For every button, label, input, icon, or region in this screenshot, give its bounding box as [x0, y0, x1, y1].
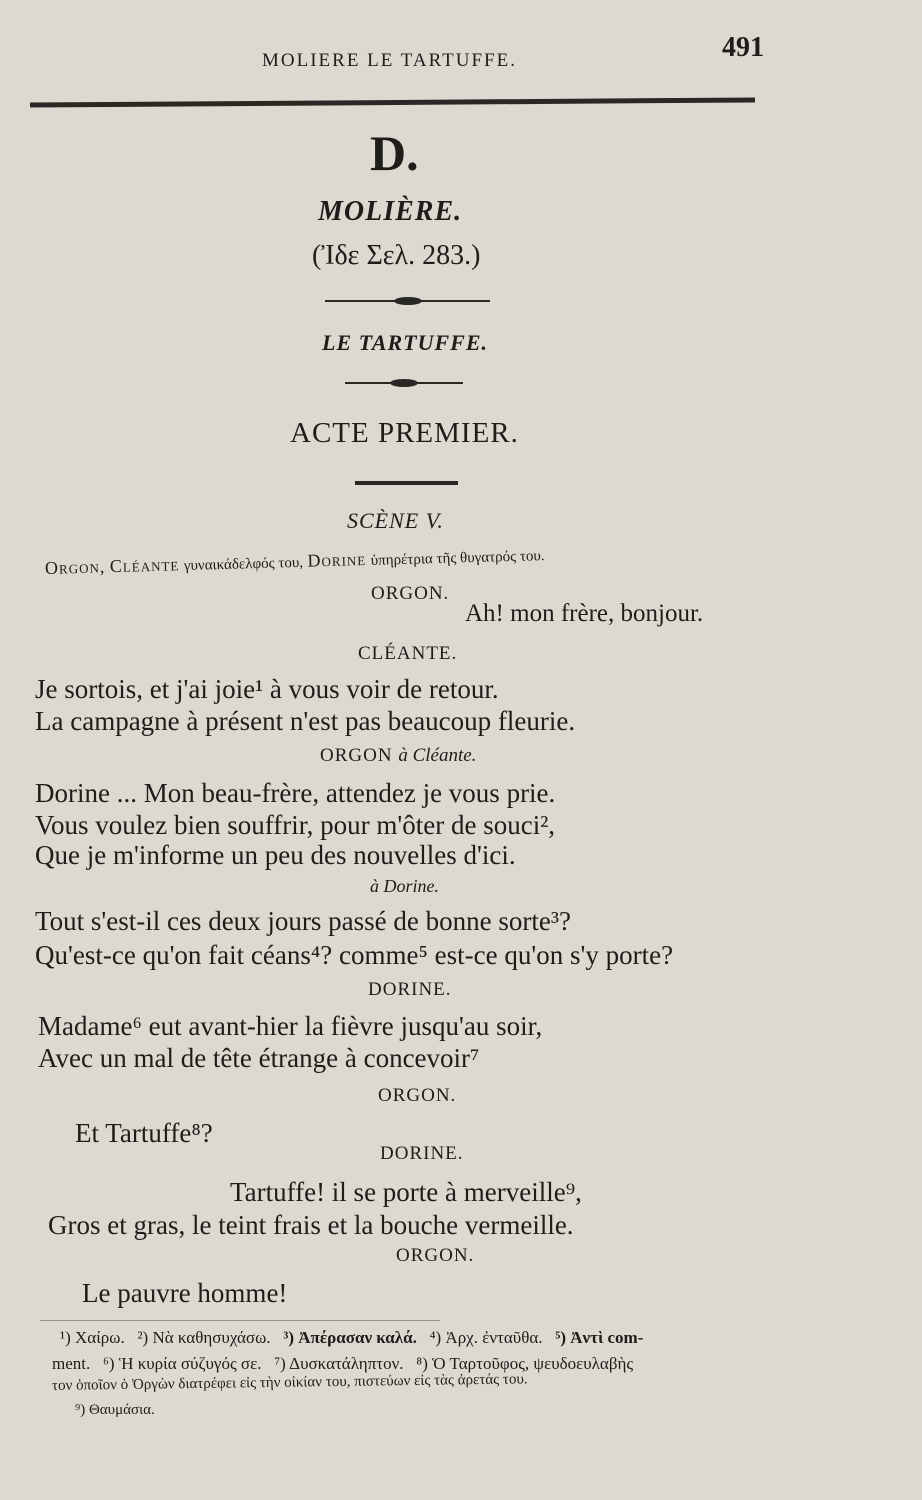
speaker-name: ORGON. [378, 1085, 457, 1106]
page-number: 491 [722, 32, 764, 63]
verse-line: Je sortois, et j'ai joie¹ à vous voir de retour. [35, 674, 499, 704]
footnote-item: ⁶) Ἡ κυρία σύζυγός σε. [103, 1354, 262, 1373]
footnote [52, 1354, 633, 1374]
author-name: MOLIÈRE. [318, 196, 463, 227]
section-letter: D. [370, 125, 419, 181]
footnote: τον ὁποῖον ὁ Ὀργὼν διατρέφει εἰς τὴν οἰκίαν του, πιστεύων εἰς τὰς ἀρετάς του. [51, 1371, 528, 1394]
verse-line: Tartuffe! il se porte à merveille⁹, [230, 1177, 582, 1207]
verse-line: Et Tartuffe⁸? [75, 1118, 213, 1148]
speaker-name: DORINE. [368, 979, 452, 1000]
cast-orgon: Orgon, [44, 556, 106, 578]
footnote-item: ⁴) Ἀρχ. ἐνταῦθα. [429, 1328, 543, 1347]
cast-dorine: Dorine [307, 549, 367, 571]
footnote-rule [40, 1320, 440, 1321]
cast-dorine-gloss: ὑπηρέτρια τῆς θυγατρός του. [370, 548, 545, 569]
verse-line: Madame⁶ eut avant-hier la fièvre jusqu'au soir, [38, 1011, 543, 1041]
speaker-name: CLÉANTE. [358, 643, 458, 664]
verse-line: Vous voulez bien souffrir, pour m'ôter de souci², [35, 810, 556, 840]
ornament-divider [345, 382, 463, 384]
footnote-item: ment. [52, 1354, 91, 1373]
verse-line: Avec un mal de tête étrange à concevoir⁷ [38, 1043, 480, 1073]
act-rule [355, 481, 458, 485]
footnote-item: ¹) Χαίρω. [60, 1328, 125, 1347]
footnote: ⁹) Θαυμάσια. [75, 1402, 155, 1418]
cast-cleante: Cléante [109, 554, 180, 577]
verse-line: Gros et gras, le teint frais et la bouche vermeille. [48, 1210, 574, 1240]
header-rule [30, 97, 755, 107]
verse-line: Ah! mon frère, bonjour. [465, 600, 704, 627]
page-reference: (Ἰδε Σελ. 283.) [312, 240, 481, 271]
footnote-item: ⁸) Ὁ Ταρτοῦφος, ψευδοευλαβὴς [416, 1354, 634, 1373]
verse-line: Que je m'informe un peu des nouvelles d'ici. [35, 840, 516, 870]
speaker-label: ORGON [320, 745, 393, 766]
speaker-name: ORGON. [396, 1245, 475, 1266]
cast-cleante-gloss: γυναικάδελφός του, [183, 554, 304, 575]
stage-direction: à Dorine. [370, 876, 439, 896]
verse-line: Qu'est-ce qu'on fait céans⁴? comme⁵ est-ce qu'on s'y porte? [35, 940, 674, 970]
act-heading: ACTE PREMIER. [290, 417, 519, 449]
cast-list [45, 544, 545, 579]
speaker-name [320, 745, 476, 767]
speaker-name: ORGON. [371, 583, 450, 604]
verse-line: La campagne à présent n'est pas beaucoup fleurie. [35, 706, 576, 736]
play-title: LE TARTUFFE. [322, 330, 489, 355]
scene-heading: SCÈNE V. [347, 508, 444, 533]
running-title: MOLIERE LE TARTUFFE. [262, 50, 517, 71]
footnote-item: ⁵) Ἀντὶ com- [555, 1328, 644, 1347]
footnote [60, 1328, 830, 1348]
verse-line: Le pauvre homme! [82, 1278, 288, 1308]
stage-direction: à Cléante. [398, 745, 477, 766]
verse-line: Tout s'est-il ces deux jours passé de bonne sorte³? [35, 906, 571, 936]
speaker-name: DORINE. [380, 1143, 464, 1164]
footnote-item: ³) Ἀπέρασαν καλά. [283, 1328, 417, 1347]
ornament-divider [325, 300, 490, 302]
footnote-item: ⁷) Δυσκατάληπτον. [274, 1354, 404, 1373]
verse-line: Dorine ... Mon beau-frère, attendez je vous prie. [35, 778, 556, 808]
footnote-item: ²) Νὰ καθησυχάσω. [137, 1328, 271, 1347]
